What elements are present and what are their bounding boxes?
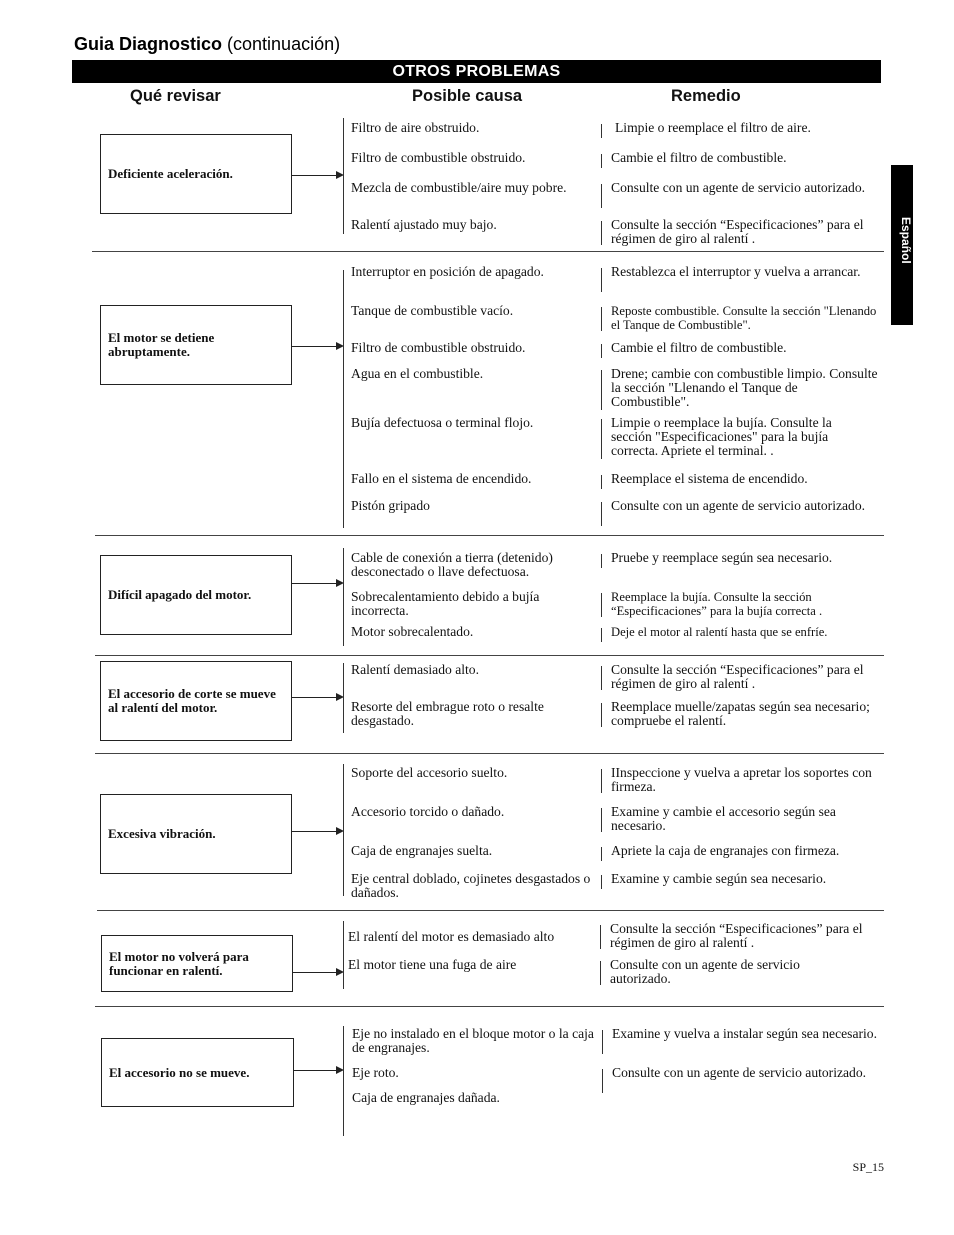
cause-text: Filtro de combustible obstruido.	[351, 150, 526, 165]
section-divider	[95, 655, 884, 656]
cause-text: Resorte del embrague roto o resalte desgastado.	[351, 699, 544, 728]
problem-box: El accesorio de corte se mueve al ralentí del motor.	[100, 661, 292, 741]
section-banner: OTROS PROBLEMAS	[72, 60, 881, 83]
cause-text: Sobrecalentamiento debido a bujía incorrecta.	[351, 589, 540, 618]
remedy-text: Examine y cambie según sea necesario.	[601, 872, 879, 886]
remedy-text: Limpie o reemplace la bujía. Consulte la sección "Especificaciones" para la bujía correcta. Apriete el terminal. .	[601, 416, 851, 458]
cause-text: Soporte del accesorio suelto.	[351, 765, 508, 780]
remedy-text: Examine y vuelva a instalar según sea necesario.	[602, 1027, 880, 1041]
remedy-text: Cambie el filtro de combustible.	[601, 151, 879, 165]
arrow	[292, 583, 342, 584]
remedy-text: Reemplace la bujía. Consulte la sección “Especificaciones” para la bujía correcta .	[601, 590, 879, 618]
cause-bracket	[343, 118, 344, 234]
section-divider	[95, 753, 884, 754]
section-divider	[95, 535, 884, 536]
title-normal: (continuación)	[222, 34, 341, 54]
cause-text: Cable de conexión a tierra (detenido) desconectado o llave defectuosa.	[351, 550, 553, 579]
remedy-text: Consulte con un agente de servicio autorizado.	[601, 181, 879, 195]
cause-text: Interruptor en posición de apagado.	[351, 264, 544, 279]
arrow	[293, 972, 342, 973]
remedy-text: Consulte la sección “Especificaciones” para el régimen de giro al ralentí .	[600, 922, 878, 950]
arrow	[292, 346, 342, 347]
cause-text: Eje no instalado en el bloque motor o la caja de engranajes.	[352, 1026, 594, 1055]
cause-text: Caja de engranajes dañada.	[352, 1090, 500, 1105]
column-header-cause: Posible causa	[412, 87, 523, 105]
section-divider	[95, 1006, 884, 1007]
cause-bracket	[343, 921, 344, 989]
cause-bracket	[343, 1026, 344, 1136]
remedy-text: Consulte con un agente de servicio autorizado.	[601, 499, 879, 513]
page-title	[74, 34, 340, 55]
remedy-text: Examine y cambie el accesorio según sea necesario.	[601, 805, 861, 833]
cause-text: Eje central doblado, cojinetes desgastados o dañados.	[351, 871, 591, 900]
problem-box: Difícil apagado del motor.	[100, 555, 292, 635]
remedy-text: Pruebe y reemplace según sea necesario.	[601, 551, 879, 565]
problem-box: El accesorio no se mueve.	[101, 1038, 294, 1107]
cause-text: Eje roto.	[352, 1065, 399, 1080]
remedy-text: Reemplace muelle/zapatas según sea necesario; compruebe el ralentí.	[601, 700, 879, 728]
cause-text: Motor sobrecalentado.	[351, 624, 474, 639]
remedy-text: Cambie el filtro de combustible.	[601, 341, 879, 355]
remedy-text: Restablezca el interruptor y vuelva a arrancar.	[601, 265, 879, 279]
language-tab	[891, 165, 913, 325]
remedy-text: IInspeccione y vuelva a apretar los soportes con firmeza.	[601, 766, 879, 794]
column-header-check: Qué revisar	[130, 87, 221, 105]
cause-text: Filtro de combustible obstruido.	[351, 340, 526, 355]
cause-text: Caja de engranajes suelta.	[351, 843, 493, 858]
problem-box: Deficiente aceleración.	[100, 134, 292, 214]
remedy-text: Consulte la sección “Especificaciones” para el régimen de giro al ralentí .	[601, 218, 879, 246]
remedy-text: Consulte con un agente de servicio autorizado.	[600, 958, 810, 986]
cause-text: Pistón gripado	[351, 498, 430, 513]
remedy-text: Drene; cambie con combustible limpio. Consulte la sección "Llenando el Tanque de Combustible".	[601, 367, 879, 409]
section-divider	[97, 910, 884, 911]
title-bold: Guia Diagnostico	[74, 34, 223, 54]
cause-text: Ralentí ajustado muy bajo.	[351, 217, 497, 232]
cause-text: Bujía defectuosa o terminal flojo.	[351, 415, 534, 430]
cause-text: Accesorio torcido o dañado.	[351, 804, 505, 819]
cause-bracket	[343, 663, 344, 733]
column-header-remedy: Remedio	[671, 87, 741, 105]
cause-bracket	[343, 548, 344, 646]
cause-text: Agua en el combustible.	[351, 366, 484, 381]
cause-bracket	[343, 764, 344, 896]
cause-text: El motor tiene una fuga de aire	[348, 957, 517, 972]
arrow	[292, 697, 342, 698]
problem-box: El motor se detiene abruptamente.	[100, 305, 292, 385]
cause-text: Fallo en el sistema de encendido.	[351, 471, 532, 486]
cause-text: Filtro de aire obstruido.	[351, 120, 480, 135]
remedy-text: Limpie o reemplace el filtro de aire.	[601, 121, 883, 135]
section-divider	[92, 251, 884, 252]
page-number: SP_15	[852, 1160, 884, 1174]
arrow	[292, 175, 342, 176]
arrow	[294, 1070, 342, 1071]
language-tab-label: Español	[899, 217, 913, 264]
problem-box: Excesiva vibración.	[100, 794, 292, 874]
arrow	[292, 831, 342, 832]
remedy-text: Apriete la caja de engranajes con firmeza.	[601, 844, 879, 858]
cause-text: Tanque de combustible vacío.	[351, 303, 514, 318]
cause-text: El ralentí del motor es demasiado alto	[348, 929, 555, 944]
remedy-text: Consulte la sección “Especificaciones” para el régimen de giro al ralentí .	[601, 663, 879, 691]
problem-box: El motor no volverá para funcionar en ralentí.	[101, 935, 293, 992]
remedy-text: Reemplace el sistema de encendido.	[601, 472, 879, 486]
cause-bracket	[343, 270, 344, 528]
remedy-text: Deje el motor al ralentí hasta que se enfríe.	[601, 625, 879, 639]
remedy-text: Consulte con un agente de servicio autorizado.	[602, 1066, 880, 1080]
cause-text: Mezcla de combustible/aire muy pobre.	[351, 180, 567, 195]
cause-text: Ralentí demasiado alto.	[351, 662, 479, 677]
remedy-text: Reposte combustible. Consulte la sección "Llenando el Tanque de Combustible".	[601, 304, 879, 332]
